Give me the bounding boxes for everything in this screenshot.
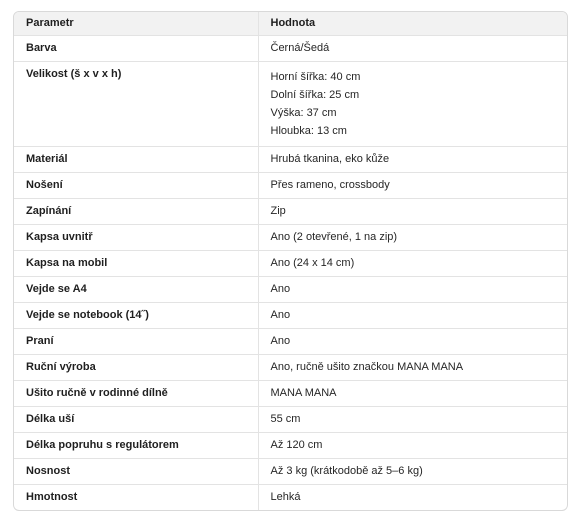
value-line: Ano (2 otevřené, 1 na zip) [270,231,398,243]
value-line: Hrubá tkanina, eko kůže [270,153,390,165]
value-line: Dolní šířka: 25 cm [270,89,360,101]
table-row [14,407,567,433]
row-parameter: Délka popruhu s regulátorem [14,433,258,459]
table-row [14,381,567,407]
value-line: Ano [270,283,291,295]
row-value [258,459,567,485]
value-line: Ano [270,335,291,347]
header-parametr: Parametr [14,12,258,36]
row-value [258,329,567,355]
row-parameter: Zapínání [14,199,258,225]
table-row [14,485,567,511]
value-line: Až 3 kg (krátkodobě až 5–6 kg) [270,465,423,477]
value-line: Až 120 cm [270,439,323,451]
row-value [258,407,567,433]
row-parameter: Vejde se A4 [14,277,258,303]
row-value [258,225,567,251]
header-hodnota: Hodnota [258,12,567,36]
table-row [14,433,567,459]
row-value [258,36,567,62]
row-parameter: Barva [14,36,258,62]
value-line: Lehká [270,491,301,503]
row-value [258,303,567,329]
row-parameter: Nošení [14,173,258,199]
table-row [14,36,567,62]
row-parameter: Ušito ručně v rodinné dílně [14,381,258,407]
value-line: Zip [270,205,286,217]
row-parameter: Délka uší [14,407,258,433]
table-row [14,173,567,199]
table-row [14,303,567,329]
row-value [258,381,567,407]
row-parameter: Nosnost [14,459,258,485]
row-parameter: Kapsa na mobil [14,251,258,277]
row-value [258,485,567,511]
table-row [14,251,567,277]
value-line: Ano, ručně ušito značkou MANA MANA [270,361,464,373]
spec-table [14,12,567,510]
row-value [258,199,567,225]
value-line: 55 cm [270,413,301,425]
row-parameter: Vejde se notebook (14˝) [14,303,258,329]
row-parameter: Praní [14,329,258,355]
row-parameter: Kapsa uvnitř [14,225,258,251]
spec-table-container [13,11,568,511]
table-row [14,225,567,251]
table-row [14,355,567,381]
table-row [14,329,567,355]
row-value [258,173,567,199]
row-value [258,433,567,459]
value-line: Výška: 37 cm [270,107,337,119]
table-row [14,62,567,147]
row-parameter: Hmotnost [26,491,78,503]
row-value [258,251,567,277]
value-line: Horní šířka: 40 cm [270,71,361,83]
row-parameter: Materiál [14,147,258,173]
table-row [14,147,567,173]
value-line: Černá/Šedá [270,42,330,54]
table-row [14,277,567,303]
value-line: Ano [270,309,291,321]
value-line: Ano (24 x 14 cm) [270,257,355,269]
value-line: Přes rameno, crossbody [270,179,390,191]
row-value [258,147,567,173]
row-parameter: Ruční výroba [14,355,258,381]
table-body [14,36,567,511]
row-value [258,355,567,381]
row-value [258,277,567,303]
row-parameter: Velikost (š x v x h) [14,62,258,147]
table-row [14,199,567,225]
value-line: MANA MANA [270,387,337,399]
table-header-row [14,12,567,36]
row-value [258,62,567,147]
value-line: Hloubka: 13 cm [270,125,347,137]
table-row [14,459,567,485]
